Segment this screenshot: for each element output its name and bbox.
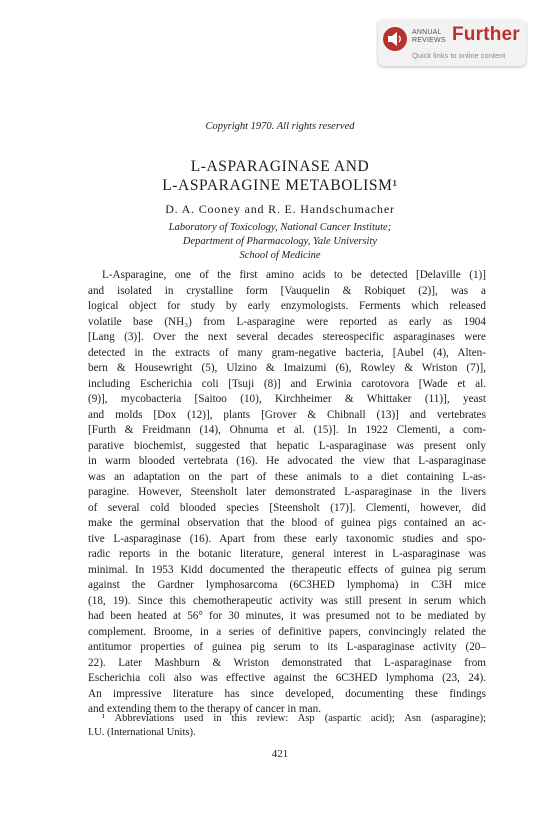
body-line: parative biochemist, suggested that hepatic L-asparaginase was present only <box>88 439 486 452</box>
page-number: 421 <box>271 748 289 760</box>
body-line: in warm blooded vertebrata (16). He advocated the view that L-asparaginase <box>88 455 486 467</box>
body-line: L-Asparagine, one of the first amino acids to be detected [Delaville (1)] <box>102 269 486 281</box>
body-line: bern & Housewright (5), Ulzino & Imaizumi (6), Rowley & Wriston (7)], <box>88 362 486 374</box>
body-line: and extending them to the therapy of cancer in man. <box>88 703 321 715</box>
annual-reviews-logo-text: ANNUAL REVIEWS <box>412 29 446 44</box>
body-line: had been heated at 56° for 30 minutes, it was presumed not to be mediated by <box>88 610 486 622</box>
annual-reviews-further-badge[interactable] <box>378 20 526 66</box>
body-line: minimal. In 1953 Kidd documented the therapeutic effects of guinea pig serum <box>88 563 486 576</box>
speaker-icon <box>383 27 407 51</box>
affiliation-line-2: Department of Pharmacology, Yale University <box>182 236 378 247</box>
body-line: radic reports in the botanic literature, general interest in L-asparaginase was <box>88 548 486 560</box>
footnote <box>88 712 486 740</box>
body-line: Escherichia coli also was effective against the 6C3HED lymphoma (23, 24). <box>88 672 486 684</box>
body-line: (9)], mycobacteria [Saitoo (10), Kirchheimer & Whittaker (11)], yeast <box>88 393 486 405</box>
body-line: detected in the extracts of many gram-negative bacteria, [Aubel (4), Alten- <box>88 346 486 359</box>
body-line: (18, 19). Since this chemotherapeutic activity was still present in serum which <box>88 594 486 607</box>
body-line: tive L-asparaginase (16). Apart from these early taxonomic studies and spo- <box>88 532 486 545</box>
affiliation-line-3: School of Medicine <box>239 250 321 261</box>
body-line: complement. Broome, in a series of definitive papers, convincingly related the <box>88 625 486 638</box>
body-line: including Escherichia coli [Tsuji (8)] and Erwinia carotovora [Wade et al. <box>88 377 486 390</box>
body-line: and molds [Dox (12)], plants [Grover & Chibnall (13)] and vertebrates <box>88 408 486 421</box>
body-line: [Furth & Freidmann (14), Ohnuma et al. (15)]. In 1922 Clementi, a com- <box>88 424 486 436</box>
article-title-line-1: L-ASPARAGINASE AND <box>190 158 370 175</box>
quick-links-label: Quick links to online content <box>412 51 506 60</box>
authors: D. A. Cooney and R. E. Handschumacher <box>165 202 395 216</box>
body-line: logical object for study by early enzymologists. Ferments which released <box>88 300 486 312</box>
footnote-line-1: ¹ Abbreviations used in this review: Asp (aspartic acid); Asn (asparagine); <box>102 713 486 724</box>
body-line: volatile base (NH₃) from L-asparagine were reported as early as 1904 <box>88 315 486 328</box>
body-paragraph <box>88 268 486 718</box>
footnote-line-2: I.U. (International Units). <box>88 727 196 738</box>
affiliation-line-1: Laboratory of Toxicology, National Cancer Institute; <box>168 222 392 233</box>
body-line: against the Gardner lymphosarcoma (6C3HED lymphoma) in C3H mice <box>88 579 486 591</box>
body-line: was an adaptation on the part of these animals to a diet containing L-as- <box>88 470 486 483</box>
copyright-notice: Copyright 1970. All rights reserved <box>205 121 355 132</box>
further-label: Further <box>452 24 520 45</box>
body-line: An impressive literature has since developed, documenting these findings <box>88 687 486 700</box>
body-line: [Lang (3)]. Over the next several decades stereospecific asparaginases were <box>88 331 486 343</box>
body-line: 22). Later Mashburn & Wriston demonstrated that L-asparaginase from <box>88 656 486 669</box>
body-line: paragine. However, Steensholt later demonstrated L-asparaginase in the livers <box>88 486 486 498</box>
body-line: of several cold blooded species [Steensholt (17)]. Clementi, however, did <box>88 501 486 514</box>
article-title-line-2: L-ASPARAGINE METABOLISM¹ <box>162 177 398 194</box>
body-line: and isolated in crystalline form [Vauquelin & Robiquet (2)], was a <box>88 284 486 297</box>
body-line: antitumor properties of guinea pig serum to its L-asparaginase activity (20– <box>88 641 486 653</box>
body-line: make the germinal observation that the blood of guinea pigs contained an ac- <box>88 517 486 529</box>
